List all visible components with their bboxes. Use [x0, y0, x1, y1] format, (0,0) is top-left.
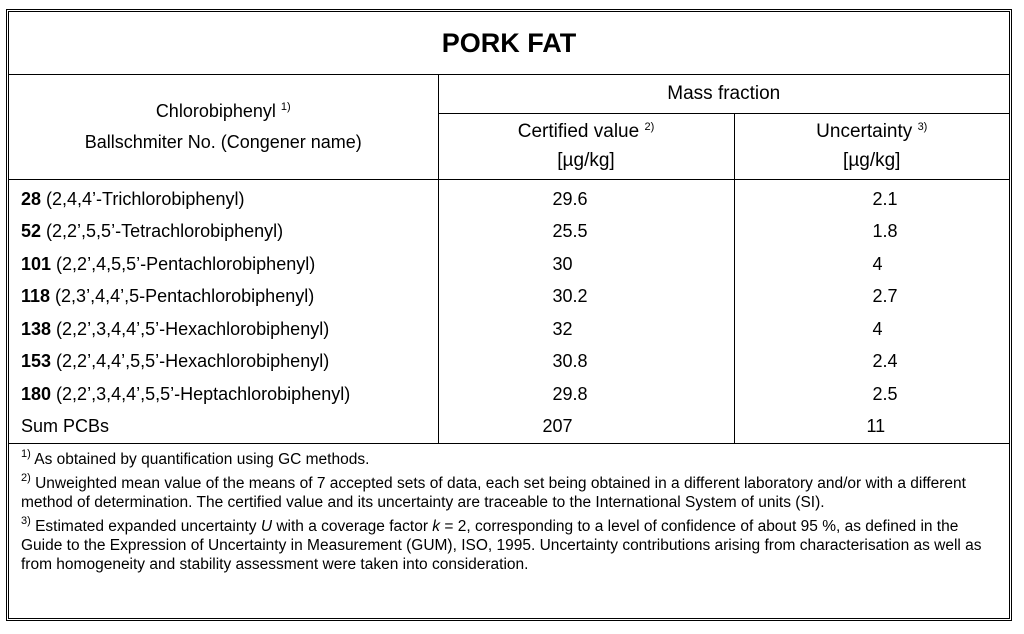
- footnote-3-mark: 3): [21, 515, 31, 527]
- chlorobiphenyl-header: [9, 75, 438, 180]
- footnote-2-text: Unweighted mean value of the means of 7 accepted sets of data, each set being obtained in a different laboratory and/or with a different method of determination. The certified value and its uncertainty are traceable to the International System of units (SI).: [21, 475, 966, 511]
- congener-name: [9, 248, 438, 281]
- footnote-ref-2: 2): [644, 121, 655, 133]
- uncertainty-label: Uncertainty: [816, 121, 913, 142]
- certified-value: 32: [438, 313, 734, 346]
- ballschmiter-number: 138: [21, 318, 52, 339]
- ballschmiter-number: 52: [21, 221, 42, 242]
- table-row: [9, 281, 1009, 314]
- footnote-3: [21, 517, 997, 574]
- footnote-3-text-a: Estimated expanded uncertainty: [30, 518, 261, 535]
- ballschmiter-number: 153: [21, 351, 52, 372]
- chlorobiphenyl-label: Chlorobiphenyl: [155, 100, 276, 121]
- footnote-3-text-c: = 2, corresponding to a level of confidence of about 95 %, as defined in the Guide to the Expression of Uncertainty in Measurement (GUM), ISO, 1995. Uncertainty contributions arising from characterisation as well as from homogeneity and stability assessment were taken into consideration.: [21, 518, 982, 573]
- mass-fraction-header: Mass fraction: [438, 75, 1009, 114]
- congener-name: [9, 216, 438, 249]
- table-row: [9, 216, 1009, 249]
- ballschmiter-label: Ballschmiter No. (Congener name): [84, 132, 362, 152]
- congener-label: (2,2’,4,4’,5,5’-Hexachlorobiphenyl): [51, 351, 330, 372]
- congener-name: [9, 180, 438, 216]
- sum-value: 207: [438, 411, 734, 444]
- uncertainty-unit: [µg/kg]: [843, 149, 901, 171]
- footnote-3-symbol-k: k: [432, 518, 441, 535]
- sum-label: Sum PCBs: [9, 411, 438, 444]
- certified-value: 25.5: [438, 216, 734, 249]
- congener-label: (2,2’,4,5,5’-Pentachlorobiphenyl): [51, 253, 316, 274]
- footnote-ref-1: 1): [280, 100, 291, 113]
- header-row-1: [9, 75, 1009, 114]
- certified-values-table: [9, 12, 1009, 579]
- table-row: [9, 378, 1009, 411]
- congener-label: (2,2’,5,5’-Tetrachlorobiphenyl): [41, 221, 284, 242]
- uncertainty-value: 2.5: [872, 383, 898, 404]
- footnote-1-text: As obtained by quantification using GC methods.: [30, 451, 370, 468]
- certificate-table-frame: [6, 9, 1012, 621]
- uncertainty-header: [734, 114, 1009, 180]
- certified-value: 29.8: [438, 378, 734, 411]
- certified-value-header: [438, 114, 734, 180]
- footnote-1: [21, 450, 997, 469]
- sum-uncertainty: 11: [734, 411, 1009, 444]
- certified-value-label: Certified value: [517, 121, 640, 142]
- uncertainty-value: 4: [872, 318, 883, 339]
- footnote-ref-3: 3): [917, 121, 928, 133]
- uncertainty-value: 1.8: [872, 221, 898, 242]
- title-row: [9, 12, 1009, 75]
- uncertainty-value: 2.1: [872, 188, 898, 209]
- congener-name: [9, 313, 438, 346]
- certified-value: 30.8: [438, 346, 734, 379]
- ballschmiter-number: 118: [21, 286, 51, 307]
- certified-value: 30: [438, 248, 734, 281]
- congener-label: (2,3’,4,4’,5-Pentachlorobiphenyl): [50, 286, 315, 307]
- footnote-3-text-b: with a coverage factor: [272, 518, 433, 535]
- uncertainty-value: 4: [872, 253, 883, 274]
- congener-label: (2,4,4’-Trichlorobiphenyl): [41, 188, 245, 209]
- certified-value: 30.2: [438, 281, 734, 314]
- congener-name: [9, 281, 438, 314]
- congener-name: [9, 378, 438, 411]
- footnote-1-mark: 1): [21, 448, 31, 460]
- sum-row: [9, 411, 1009, 444]
- certified-unit: [µg/kg]: [557, 149, 615, 171]
- congener-label: (2,2’,3,4,4’,5’-Hexachlorobiphenyl): [51, 318, 330, 339]
- ballschmiter-number: 101: [21, 253, 52, 274]
- table-row: [9, 346, 1009, 379]
- ballschmiter-number: 28: [21, 188, 42, 209]
- uncertainty-value: 2.7: [872, 286, 898, 307]
- uncertainty-value: 2.4: [872, 351, 898, 372]
- table-row: [9, 180, 1009, 216]
- congener-label: (2,2’,3,4,4’,5,5’-Heptachlorobiphenyl): [51, 383, 351, 404]
- footnotes-row: [9, 444, 1009, 580]
- footnote-2-mark: 2): [21, 472, 31, 484]
- table-title: PORK FAT: [9, 12, 1009, 75]
- table-row: [9, 313, 1009, 346]
- ballschmiter-number: 180: [21, 383, 52, 404]
- certified-value: 29.6: [438, 180, 734, 216]
- footnotes: [9, 444, 1009, 580]
- footnote-3-symbol-u: U: [260, 518, 273, 535]
- congener-name: [9, 346, 438, 379]
- footnote-2: [21, 474, 997, 512]
- table-row: [9, 248, 1009, 281]
